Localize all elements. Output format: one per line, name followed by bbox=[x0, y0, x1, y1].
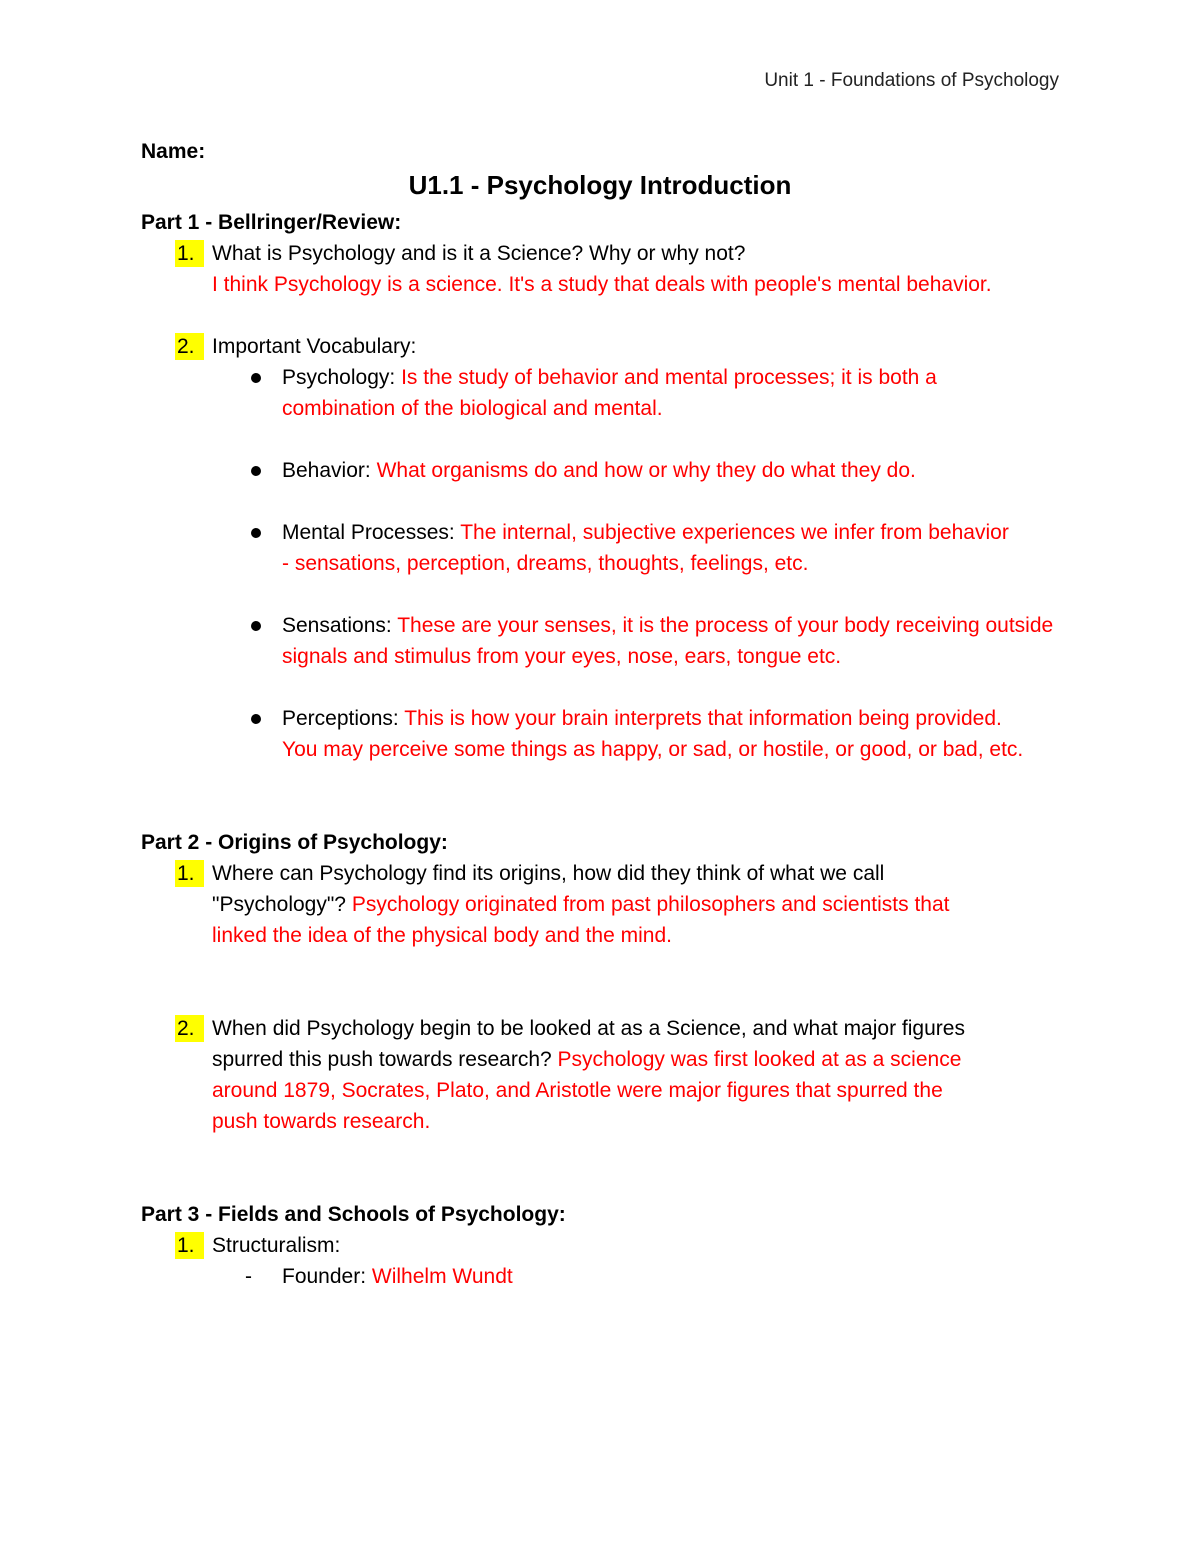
vocab-item-sensations bbox=[141, 610, 1057, 672]
part1-heading: Part 1 - Bellringer/Review: bbox=[141, 211, 402, 234]
bullet-icon bbox=[251, 466, 261, 476]
founder-label: Founder: bbox=[282, 1265, 372, 1288]
question-text: Where can Psychology find its origins, how did they think of what we call "Psychology"? bbox=[212, 862, 885, 916]
question-number: 2. bbox=[175, 1015, 204, 1042]
bullet-icon bbox=[251, 714, 261, 724]
vocab-term: Perceptions: bbox=[282, 707, 405, 730]
page-title: U1.1 - Psychology Introduction bbox=[408, 170, 792, 200]
vocab-definition: This is how your brain interprets that information being provided. You may perceive some things as happy, or sad, or hostile, or good, or bad, etc. bbox=[282, 707, 1024, 761]
vocab-definition: The internal, subjective experiences we infer from behavior - sensations, perception, dreams, thoughts, feelings, etc. bbox=[282, 521, 1009, 575]
bullet-icon bbox=[251, 528, 261, 538]
question-text: When did Psychology begin to be looked at as a Science, and what major figures spurred this push towards research? bbox=[212, 1017, 965, 1071]
part3-heading: Part 3 - Fields and Schools of Psychology: bbox=[141, 1203, 566, 1226]
page-header: Unit 1 - Foundations of Psychology bbox=[764, 70, 1059, 91]
question-number: 1. bbox=[175, 240, 204, 267]
part2-question-2 bbox=[141, 1013, 992, 1137]
vocab-definition: Is the study of behavior and mental processes; it is both a combination of the biological and mental. bbox=[282, 366, 937, 420]
vocab-term: Behavior: bbox=[282, 459, 377, 482]
question-text: What is Psychology and is it a Science? Why or why not? bbox=[212, 242, 746, 265]
part2-heading: Part 2 - Origins of Psychology: bbox=[141, 831, 448, 854]
question-number: 2. bbox=[175, 333, 204, 360]
question-text: Important Vocabulary: bbox=[212, 335, 417, 358]
vocab-item-perceptions bbox=[141, 703, 1042, 765]
answer-text: Psychology originated from past philosophers and scientists that linked the idea of the physical body and the mind. bbox=[212, 893, 950, 947]
vocab-term: Psychology: bbox=[282, 366, 402, 389]
vocab-item-behavior bbox=[141, 455, 1071, 486]
bullet-icon bbox=[251, 621, 261, 631]
vocab-item-mental-processes bbox=[141, 517, 1012, 579]
part3-question-1 bbox=[141, 1230, 1071, 1261]
part1-question-1 bbox=[141, 238, 1071, 300]
part1-question-2 bbox=[141, 331, 1071, 362]
question-number: 1. bbox=[175, 1232, 204, 1259]
document-body bbox=[141, 140, 1071, 1292]
founder-value: Wilhelm Wundt bbox=[371, 1265, 513, 1288]
vocab-term: Sensations: bbox=[282, 614, 398, 637]
question-text: Structuralism: bbox=[212, 1234, 341, 1257]
vocab-definition: These are your senses, it is the process of your body receiving outside signals and stimulus from your eyes, nose, ears, tongue etc. bbox=[282, 614, 1054, 668]
answer-text: Psychology was first looked at as a science around 1879, Socrates, Plato, and Aristotle were major figures that spurred the push towards research. bbox=[212, 1048, 962, 1133]
vocab-definition: What organisms do and how or why they do what they do. bbox=[376, 459, 916, 482]
vocab-term: Mental Processes: bbox=[282, 521, 461, 544]
bullet-icon bbox=[251, 373, 261, 383]
founder-item bbox=[141, 1261, 1071, 1292]
vocab-item-psychology bbox=[141, 362, 1022, 424]
dash-marker: - bbox=[245, 1265, 252, 1288]
question-number: 1. bbox=[175, 860, 204, 887]
part2-question-1 bbox=[141, 858, 982, 951]
name-label: Name: bbox=[141, 140, 206, 163]
answer-text: I think Psychology is a science. It's a study that deals with people's mental behavior. bbox=[212, 273, 992, 296]
